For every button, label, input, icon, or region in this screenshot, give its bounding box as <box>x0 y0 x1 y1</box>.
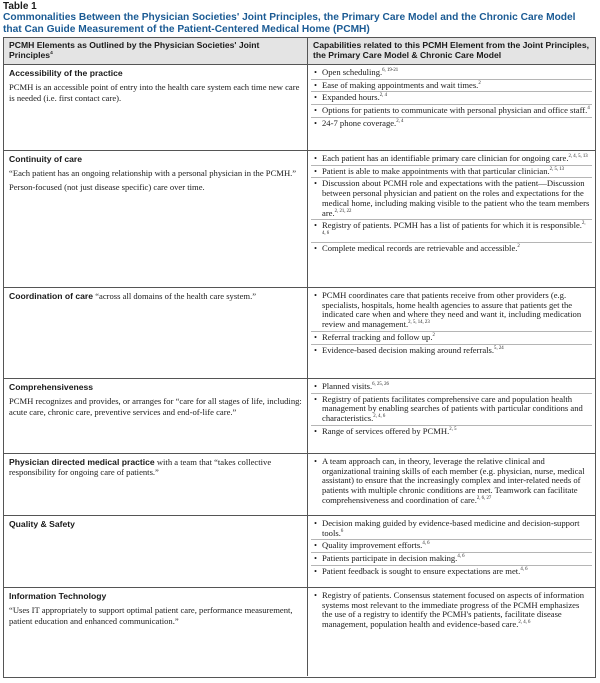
capability-item: • Decision making guided by evidence-based medicine and decision-support tools.$^6$ <box>311 518 592 540</box>
capability-item: • Registry of patients. Consensus statement focused on aspects of information systems most relevant to the immediate progress of the PCMH emphasizes the use of a registry to identify the PCMH's patients, facilitate disease management, population health and evidence-based care.$^{2, 4, 6}$ <box>314 590 585 630</box>
citation: 2, 4, 5, 13 <box>568 154 588 160</box>
table-row <box>4 454 595 516</box>
header-right-cell: Capabilities related to this PCMH Element from the Joint Principles, the Primary Care Model & Chronic Care Model <box>313 40 590 61</box>
citation: 2 <box>478 80 481 86</box>
capability-text: Each patient has an identifiable primary care clinician for ongoing care. <box>322 153 569 163</box>
table-row <box>4 151 595 288</box>
element-heading: Comprehensiveness <box>9 382 94 392</box>
element-heading-tail: “across all domains of the health care system.” <box>93 291 257 301</box>
capability-item: • A team approach can, in theory, leverage the relative clinical and organizational training skills of each member (e.g. physician, nurse, medical assistant) to ensure that the increasingly complex and inter-related needs of patients with multiple chronic conditions are met. Teamwork can facilitate comprehensiveness and coordination of care.$^{2, 6, 27}$ <box>314 456 585 505</box>
citation: 4, 6 <box>422 541 430 547</box>
capability-item: • Planned visits.$^{6, 25, 26}$ <box>311 381 592 394</box>
element-description: “Uses IT appropriately to support optimal patient care, performance measurement, patient education and enhanced communication.” <box>9 605 293 626</box>
element-heading: Quality & Safety <box>9 519 75 529</box>
capability-text: Patient is able to make appointments with that particular clinician. <box>322 165 550 176</box>
capability-item: • PCMH coordinates care that patients receive from other providers (e.g. specialists, hospitals, home health agencies to assure that patients get the indicated care when and where they need and want it, including medication review and management.$^{2, 5, 14, 23}$ <box>311 290 592 332</box>
capability-item: • Evidence-based decision making around referrals.$^{5, 24}$ <box>314 344 504 355</box>
element-heading: Physician directed medical practice <box>9 457 155 467</box>
capability-item: • Registry of patients. PCMH has a list of patients for which it is responsible.$^{2, 4, 6}$ <box>311 220 592 242</box>
citation: 2, 4, 6 <box>518 620 531 626</box>
element-description: PCMH recognizes and provides, or arranges for “care for all stages of life, including: acute care, chronic care, preventive services and end-of-life care.” <box>9 396 302 417</box>
capability-text: Ease of making appointments and wait times. <box>322 79 479 90</box>
capability-item: • Expanded hours.$^{2, 4}$ <box>311 92 592 105</box>
capability-text: Expanded hours. <box>322 92 380 103</box>
table-row <box>4 65 595 151</box>
capability-item: • Discussion about PCMH role and expectations with the patient—Discussion between personal physician and patient on the roles and expectations for the medical home, including making visible to the patient who the team members are.$^{2, 21, 22}$ <box>311 178 592 220</box>
table-row <box>4 288 595 379</box>
capability-item: • Quality improvement efforts.$^{4, 6}$ <box>311 540 592 553</box>
element-cell <box>4 516 308 587</box>
header-left-cell <box>4 38 308 64</box>
header-left-text: PCMH Elements as Outlined by the Physician Societies' Joint Principles <box>9 40 260 61</box>
element-description: Person-focused (not just disease specific) care over time. <box>9 181 205 192</box>
capability-item: • Complete medical records are retrievable and accessible.$^2$ <box>314 242 520 253</box>
element-cell <box>4 151 308 287</box>
capabilities-cell <box>308 588 595 676</box>
citation: 2, 5, 13 <box>549 166 565 172</box>
element-cell <box>4 288 308 378</box>
element-cell <box>4 379 308 453</box>
citation: 2, 21, 22 <box>334 208 352 214</box>
capability-text: Quality improvement efforts. <box>322 540 423 551</box>
citation: 2, 4 <box>379 93 387 99</box>
citation: 5, 24 <box>494 345 504 351</box>
capability-item: • Range of services offered by PCMH.$^{2, 5}$ <box>314 425 457 436</box>
capability-text: Range of services offered by PCMH. <box>322 425 450 436</box>
element-cell <box>4 65 308 150</box>
capability-text: Open scheduling. <box>322 67 383 77</box>
table-row <box>4 379 595 454</box>
citation: 2, 4, 6 <box>322 221 586 237</box>
capability-item: • Options for patients to communicate with personal physician and office staff.$^4$ <box>311 105 592 118</box>
capability-item: • Ease of making appointments and wait times.$^2$ <box>311 80 592 93</box>
element-description: “Each patient has an ongoing relationship with a personal physician in the PCMH.” <box>9 168 297 179</box>
citation: 2, 6, 27 <box>476 495 492 501</box>
capabilities-cell <box>308 65 595 150</box>
citation: 4, 6 <box>457 554 465 560</box>
capability-text: 24-7 phone coverage. <box>322 117 397 128</box>
citation: 6, 25, 26 <box>372 382 389 388</box>
citation: 6 <box>340 528 344 534</box>
capability-text: Referral tracking and follow up. <box>322 331 433 342</box>
pcmh-table <box>3 37 596 678</box>
citation: 2, 5, 14, 23 <box>408 320 430 326</box>
capability-text: Registry of patients. PCMH has a list of patients for which it is responsible. <box>322 220 582 231</box>
table-title: Commonalities Between the Physician Societies' Joint Principles, the Primary Care Model and the Chronic Care Model that Can Guide Measurement of the Patient-Centered Medical Home (PCMH) <box>3 12 576 35</box>
table-row <box>4 516 595 588</box>
capability-item: • Patients participate in decision making.$^{4, 6}$ <box>311 553 592 566</box>
element-description <box>9 457 302 478</box>
capabilities-cell <box>308 516 595 587</box>
element-heading-tail: with a team that “takes collective responsibility for ongoing care of patients.” <box>9 457 272 478</box>
citation: 4 <box>587 106 590 112</box>
capability-text: Complete medical records are retrievable and accessible. <box>322 242 518 253</box>
capability-text: A team approach can, in theory, leverage the relative clinical and organizational training skills of each member (e.g. physician, nurse, medical assistant) to ensure that the increasingly complex and inter-related needs of patients with multiple chronic conditions are met. Teamwork can facilitate comprehensiveness and coordination of care. <box>322 456 585 505</box>
capability-text: Registry of patients. Consensus statement focused on aspects of information systems most relevant to the immediate progress of the PCMH emphasizes the use of a registry to identify the PCMH's patients, facilitate disease management, population health and evidence-based care. <box>322 590 585 630</box>
capability-text: PCMH coordinates care that patients receive from other providers (e.g. specialists, hospitals, home health agencies to assure that patients get the indicated care when and where they need and want it, including medication review and management. <box>322 290 582 330</box>
citation: 4, 6 <box>520 566 528 572</box>
capabilities-cell <box>308 454 595 515</box>
capability-item: • Patient feedback is sought to ensure expectations are met.$^{4, 6}$ <box>314 565 528 576</box>
element-heading: Information Technology <box>9 591 107 601</box>
capability-item: • Patient is able to make appointments with that particular clinician.$^{2, 5, 13}$ <box>311 166 592 179</box>
capability-text: Evidence-based decision making around referrals. <box>322 344 495 355</box>
citation: 6, 19-21 <box>382 68 399 74</box>
capability-item: • Each patient has an identifiable primary care clinician for ongoing care.$^{2, 4, 5, 13}$ <box>311 153 592 166</box>
citation: 2, 5 <box>449 426 457 432</box>
table-header-row <box>4 38 595 65</box>
citation: 2 <box>432 332 435 338</box>
citation: 2, 4, 6 <box>373 414 386 420</box>
element-description <box>9 291 302 301</box>
element-cell <box>4 454 308 515</box>
capability-item: • Registry of patients facilitates comprehensive care and population health management by enabling searches of patients with particular conditions and characteristics.$^{2, 4, 6}$ <box>311 394 592 426</box>
capability-item: • Open scheduling.$^{6, 19-21}$ <box>311 67 592 80</box>
capability-text: Patient feedback is sought to ensure expectations are met. <box>322 565 521 576</box>
capability-text: Discussion about PCMH role and expectations with the patient—Discussion between personal physician and patient on the roles and expectations for the medical home, including making visible to the patient who the team members are. <box>322 178 590 218</box>
element-description: PCMH is an accessible point of entry into the health care system each time new care is needed (i.e. first contact care). <box>9 82 300 103</box>
element-heading: Continuity of care <box>9 154 83 164</box>
citation: 2, 4 <box>396 118 404 124</box>
capability-text: Planned visits. <box>322 381 373 391</box>
capabilities-cell <box>308 379 595 453</box>
capability-item: • Referral tracking and follow up.$^2$ <box>311 332 592 345</box>
element-cell <box>4 588 308 676</box>
capability-text: Registry of patients facilitates comprehensive care and population health management by enabling searches of patients with particular conditions and characteristics. <box>322 393 583 424</box>
element-heading: Accessibility of the practice <box>9 68 123 78</box>
table-row <box>4 588 595 676</box>
capabilities-cell <box>308 151 595 287</box>
capability-text: Decision making guided by evidence-based medicine and decision-support tools. <box>322 518 580 538</box>
capabilities-cell <box>308 288 595 378</box>
capability-item: • 24-7 phone coverage.$^{2, 4}$ <box>314 117 404 128</box>
capability-text: Patients participate in decision making. <box>322 553 458 564</box>
element-heading: Coordination of care <box>9 291 94 301</box>
capability-text: Options for patients to communicate with personal physician and office staff. <box>322 105 588 116</box>
header-left-sup: 4 <box>50 51 53 57</box>
table-label: Table 1 <box>3 1 37 12</box>
citation: 2 <box>517 243 520 249</box>
